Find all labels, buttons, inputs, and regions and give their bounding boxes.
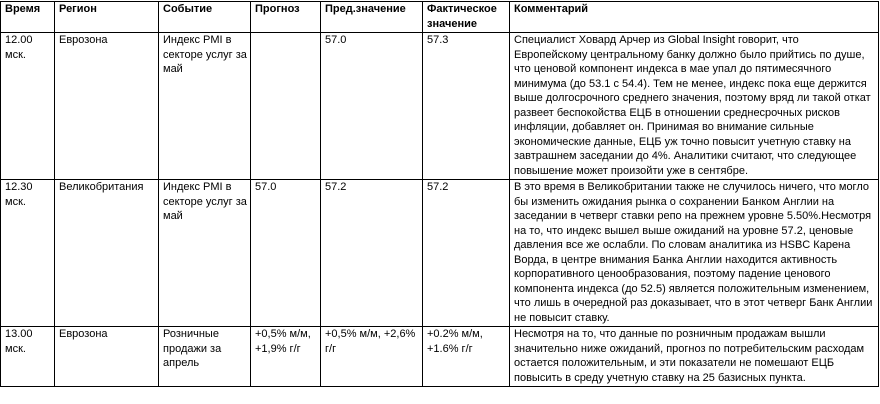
header-region: Регион bbox=[55, 2, 159, 33]
cell-previous: 57.0 bbox=[321, 33, 423, 180]
cell-actual: +0.2% м/м, +1.6% г/г bbox=[423, 327, 510, 387]
header-actual: Фактическое значение bbox=[423, 2, 510, 33]
cell-event: Индекс PMI в секторе услуг за май bbox=[159, 33, 251, 180]
cell-previous: 57.2 bbox=[321, 180, 423, 327]
header-time: Время bbox=[1, 2, 55, 33]
table-row bbox=[1, 180, 879, 327]
header-previous: Пред.значение bbox=[321, 2, 423, 33]
table-row bbox=[1, 33, 879, 180]
cell-comment: Несмотря на то, что данные по розничным продажам вышли значительно ниже ожиданий, прогноз по потребительским расходам остается положительным, и эти показатели не помешают ЕЦБ повысить в среду учетную ставку на 25 базисных пункта. bbox=[510, 327, 879, 387]
cell-actual: 57.2 bbox=[423, 180, 510, 327]
cell-region: Великобритания bbox=[55, 180, 159, 327]
header-event: Событие bbox=[159, 2, 251, 33]
cell-region: Еврозона bbox=[55, 33, 159, 180]
cell-event: Розничные продажи за апрель bbox=[159, 327, 251, 387]
cell-forecast bbox=[251, 33, 321, 180]
header-row bbox=[1, 2, 879, 33]
cell-time: 12.30 мск. bbox=[1, 180, 55, 327]
cell-previous: +0,5% м/м, +2,6% г/г bbox=[321, 327, 423, 387]
economic-calendar-table bbox=[0, 1, 879, 387]
cell-actual: 57.3 bbox=[423, 33, 510, 180]
header-comment: Комментарий bbox=[510, 2, 879, 33]
cell-comment: В это время в Великобритании также не случилось ничего, что могло бы изменить ожидания рынка о сохранении Банком Англии на заседании в четверг ставки репо на прежнем уровне 5.50%.Несмотря на то, что индекс вышел выше ожиданий на уровне 57.2, ценовые давления все же ослабли. По словам аналитика из HSBC Карена Ворда, в центре внимания Банка Англии находится активность корпоративного ценообразования, поэтому падение ценового компонента индекса (до 52.5) является положительным изменением, что лишь в очередной раз доказывает, что в этот четверг Банк Англии не повысит ставку. bbox=[510, 180, 879, 327]
header-forecast: Прогноз bbox=[251, 2, 321, 33]
cell-event: Индекс PMI в секторе услуг за май bbox=[159, 180, 251, 327]
cell-time: 13.00 мск. bbox=[1, 327, 55, 387]
cell-region: Еврозона bbox=[55, 327, 159, 387]
cell-time: 12.00 мск. bbox=[1, 33, 55, 180]
table-row bbox=[1, 327, 879, 387]
cell-forecast: +0,5% м/м, +1,9% г/г bbox=[251, 327, 321, 387]
cell-comment: Специалист Ховард Арчер из Global Insight говорит, что Европейскому центральному банку должно было прийтись по душе, что ценовой компонент индекса в мае упал до пятимесячного минимума (до 53.1 с 54.4). Тем не менее, индекс пока еще держится выше долгосрочного среднего значения, поэтому вряд ли такой откат развеет беспокойства ЕЦБ в отношении среднесрочных рисков инфляции, добавляет он. Принимая во внимание сильные экономические данные, ЕЦБ уж точно повысит учетную ставку на завтрашнем заседании до 4%. Аналитики считают, что следующее повышение может произойти уже в сентябре. bbox=[510, 33, 879, 180]
cell-forecast: 57.0 bbox=[251, 180, 321, 327]
